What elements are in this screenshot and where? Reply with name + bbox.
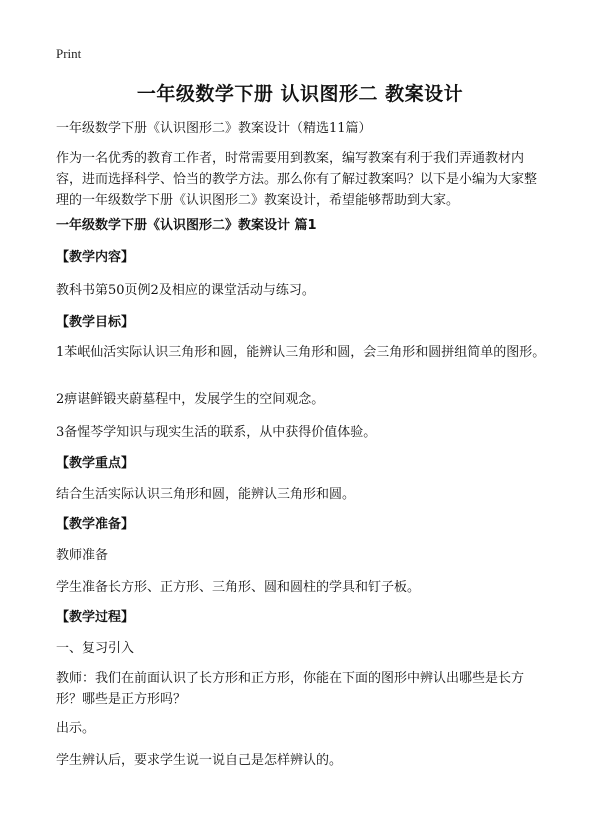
student-text: 学生辨认后，要求学生说一说自己是怎样辨认的。 — [56, 753, 343, 768]
focus-heading: 【教学重点】 — [56, 456, 135, 471]
document-subtitle: 一年级数学下册《认识图形二》教案设计（精选11篇） — [56, 121, 372, 136]
page-title: 一年级数学下册 认识图形二 教案设计 — [136, 83, 464, 105]
prep-teacher-text: 教师准备 — [56, 548, 109, 563]
show-text: 出示。 — [56, 721, 96, 736]
content-heading: 【教学内容】 — [56, 250, 135, 265]
prep-student-text: 学生准备长方形、正方形、三角形、圆和圆柱的学具和钉子板。 — [56, 580, 421, 595]
goal-item-2: 2痹谌鲜锻夹蔚墓程中，发展学生的空间观念。 — [56, 392, 325, 407]
process-step-1: 一、复习引入 — [56, 641, 135, 656]
process-heading: 【教学过程】 — [56, 610, 135, 625]
goal-item-3: 3备惺芩学知识与现实生活的联系，从中获得价值体验。 — [56, 425, 377, 440]
prep-heading: 【教学准备】 — [56, 517, 135, 532]
intro-paragraph: 作为一名优秀的教育工作者，时常需要用到教案，编写教案有利于我们弄通教材内容，进而选择科学、恰当的教学方法。那么你有了解过教案吗？以下是小编为大家整理的一年级数学下册《认识图形二》教案设计，希望能够帮助到大家。 — [56, 151, 538, 208]
teacher-speech: 教师：我们在前面认识了长方形和正方形，你能在下面的图形中辨认出哪些是长方形？哪些是正方形吗？ — [56, 671, 525, 707]
goals-heading: 【教学目标】 — [56, 315, 135, 330]
print-link[interactable]: Print — [56, 46, 82, 61]
section-heading: 一年级数学下册《认识图形二》教案设计 篇1 — [56, 218, 317, 233]
goal-item-1: 1苯岷仙活实际认识三角形和圆，能辨认三角形和圆，会三角形和圆拼组简单的图形。 — [56, 345, 546, 360]
content-text: 教科书第50页例2及相应的课堂活动与练习。 — [56, 283, 315, 298]
focus-text: 结合生活实际认识三角形和圆，能辨认三角形和圆。 — [56, 487, 356, 502]
